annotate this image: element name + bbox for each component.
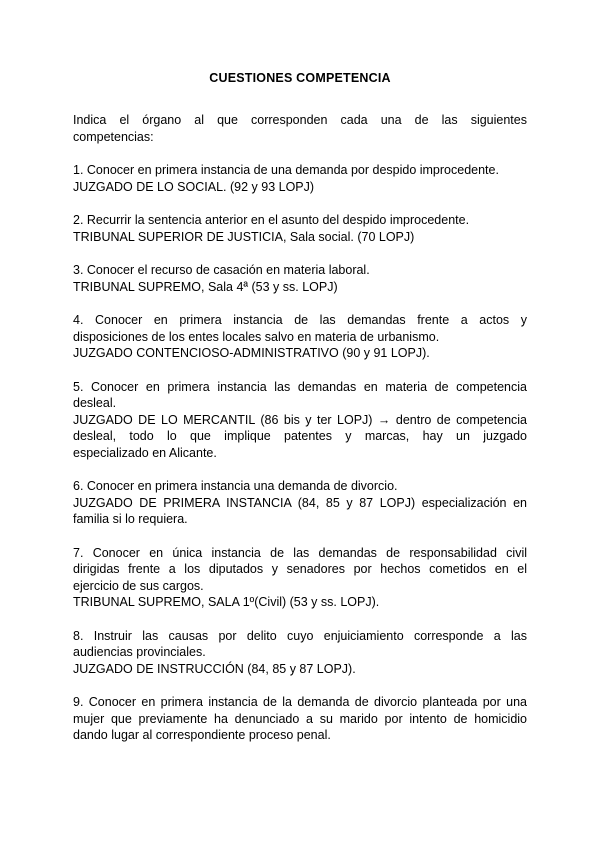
question-item-4 [73, 312, 527, 362]
question-text: audiencias provinciales. [73, 645, 206, 659]
question-text: disposiciones de los entes locales salvo en materia de urbanismo. [73, 329, 440, 344]
answer-text: JUZGADO DE LO SOCIAL. (92 y 93 LOPJ) [73, 179, 315, 194]
answer-text: TRIBUNAL SUPREMO, SALA 1º(Civil) (53 y ss. LOPJ). [73, 595, 380, 609]
answer-text: JUZGADO DE LO MERCANTIL (86 bis y ter LOPJ) → dentro de competencia [73, 412, 527, 427]
answer-text: desleal, todo lo que implique patentes y marcas, hay un juzgado [73, 429, 527, 443]
question-item-2 [73, 212, 527, 245]
question-item-9 [73, 694, 527, 744]
document-title: CUESTIONES COMPETENCIA [209, 71, 391, 85]
answer-text: familia si lo requiera. [73, 512, 188, 526]
question-item-8 [73, 628, 527, 678]
question-text: 7. Conocer en única instancia de las demandas de responsabilidad civil [73, 545, 527, 560]
question-text: mujer que previamente ha denunciado a su marido por intento de homicidio [73, 711, 527, 726]
question-item-7 [73, 545, 527, 611]
question-text: 6. Conocer en primera instancia una demanda de divorcio. [73, 479, 398, 493]
question-text: dando lugar al correspondiente proceso penal. [73, 728, 331, 742]
question-text: 5. Conocer en primera instancia las demandas en materia de competencia [73, 379, 527, 394]
question-text: 8. Instruir las causas por delito cuyo enjuiciamiento corresponde a las [73, 628, 527, 643]
answer-text: TRIBUNAL SUPREMO, Sala 4ª (53 y ss. LOPJ) [73, 279, 338, 294]
answer-text: JUZGADO DE INSTRUCCIÓN (84, 85 y 87 LOPJ). [73, 661, 356, 676]
question-text: 4. Conocer en primera instancia de las demandas frente a actos y [73, 313, 527, 327]
question-text: ejercicio de sus cargos. [73, 578, 204, 593]
answer-text: JUZGADO CONTENCIOSO-ADMINISTRATIVO (90 y 91 LOPJ). [73, 346, 430, 360]
question-item-5 [73, 379, 527, 462]
question-text: 9. Conocer en primera instancia de la demanda de divorcio planteada por una [73, 695, 527, 709]
question-list [73, 162, 527, 744]
answer-text: especializado en Alicante. [73, 445, 217, 460]
question-text: 3. Conocer el recurso de casación en materia laboral. [73, 263, 370, 277]
question-text: 1. Conocer en primera instancia de una demanda por despido improcedente. [73, 163, 499, 177]
document-page [73, 60, 527, 761]
intro-paragraph [73, 112, 527, 145]
intro-line: competencias: [73, 129, 154, 144]
question-item-1 [73, 162, 527, 195]
answer-text: TRIBUNAL SUPERIOR DE JUSTICIA, Sala social. (70 LOPJ) [73, 229, 415, 244]
question-text: dirigidas frente a los diputados y senadores por hechos cometidos en el [73, 562, 527, 576]
question-item-3 [73, 262, 527, 295]
intro-line: Indica el órgano al que corresponden cada una de las siguientes [73, 113, 527, 127]
question-text: desleal. [73, 396, 117, 410]
answer-text: JUZGADO DE PRIMERA INSTANCIA (84, 85 y 87 LOPJ) especialización en [73, 495, 527, 510]
question-item-6 [73, 478, 527, 528]
question-text: 2. Recurrir la sentencia anterior en el asunto del despido improcedente. [73, 213, 470, 227]
